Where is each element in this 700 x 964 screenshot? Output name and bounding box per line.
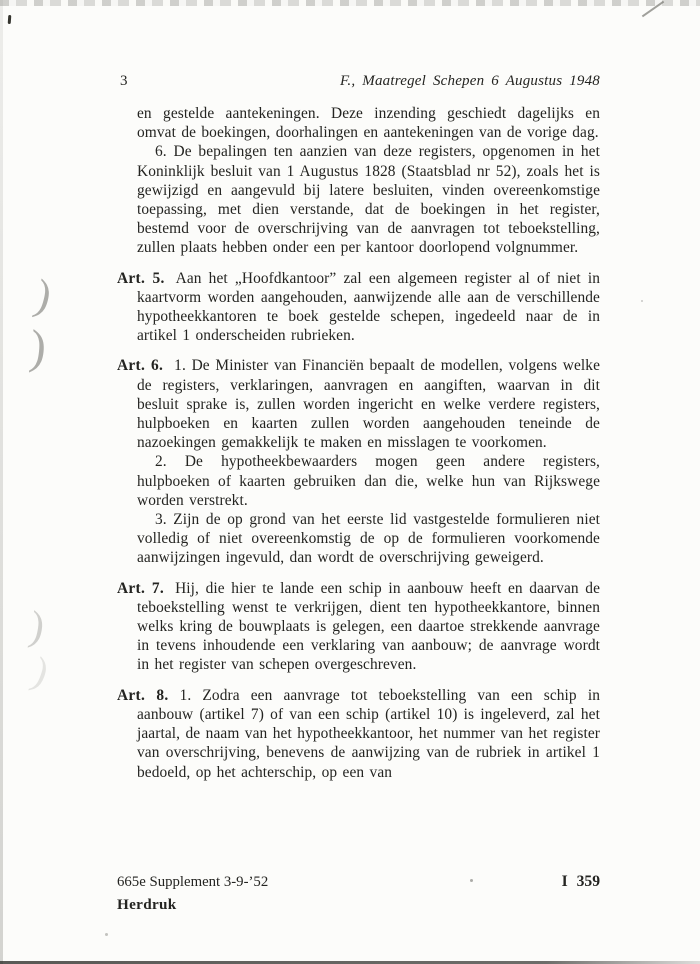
supplement-note: 665e Supplement 3-9-’52 (117, 874, 269, 890)
article-6-paragraph-2: 2. De hypotheekbewaarders mogen geen andere registers, hulpboeken of kaarten gebruiken dan die, welke hun van Rijkswege worden verstrekt. (137, 453, 600, 509)
margin-pen-mark: ) (26, 603, 48, 651)
article-7-paragraph (117, 579, 601, 675)
article-8-label: Art. 8. (117, 686, 169, 704)
article-5 (117, 269, 600, 346)
article-8-text: 1. Zodra een aanvrage tot teboekstelling van een schip in aanbouw (artikel 7) of van een schip (artikel 10) is ingeleverd, zal het jaartal, de naam van het hypotheekkantoor, het nummer van het register van overschrijving, benevens de aanwijzing van de rubriek in artikel 1 bedoeld, op het achterschip, op een van (137, 686, 600, 781)
article-8-paragraph (117, 686, 600, 782)
document-body (117, 104, 601, 782)
article-5-label: Art. 5. (117, 269, 165, 287)
paper-speck (641, 300, 643, 302)
herdruk-label: Herdruk (117, 896, 177, 913)
article-6 (117, 356, 600, 567)
ink-spot (8, 15, 12, 24)
page-footer (117, 873, 600, 914)
running-title: F., Maatregel Schepen 6 Augustus 1948 (339, 73, 600, 89)
page-header (120, 73, 600, 90)
article-6-label: Art. 6. (117, 357, 164, 375)
paragraph-continuation: en gestelde aantekeningen. Deze inzending geschiedt dagelijks en omvat de boekingen, doorhalingen en aantekeningen van de vorige dag. (137, 105, 600, 142)
scan-noise-band (0, 0, 700, 6)
margin-pen-mark: ) (30, 269, 57, 322)
article-6-paragraph-3: 3. Zijn de op grond van het eerste lid vastgestelde formulieren niet volledig of niet overeenkomstig de op de formulieren voorkomende aanwijzingen ingevuld, dan wordt de overschrijving geweigerd. (137, 511, 600, 567)
paragraph-numbered-6: 6. De bepalingen ten aanzien van deze registers, opgenomen in het Koninklijk besluit van 1 Augustus 1828 (Staatsblad nr 52), zoals het is gewijzigd en aangevuld bij latere besluiten, vinden overeenkomstige toepassing, met dien verstande, dat de boekingen in het register, bestemd voor de overschrijving van de aanvragen tot teboekstelling, zullen plaats hebben onder een per kantoor doorlopend volgnummer. (137, 143, 600, 257)
article-8 (117, 686, 600, 782)
article-7 (117, 579, 601, 675)
margin-pen-mark: ) (27, 320, 49, 375)
footer-row (117, 873, 600, 891)
article-5-paragraph (117, 269, 600, 346)
paper-speck (105, 933, 108, 936)
document-code: I 359 (561, 873, 600, 890)
margin-pen-mark: ) (26, 648, 55, 695)
article-5-text: Aan het „Hoofdkantoor” zal een algemeen register al of niet in kaartvorm worden aangehouden, aanwijzende alle aan de verschillende hypotheekkantoren te boek gestelde schepen, ingedeeld naar de in artikel 1 onderscheiden rubrieken. (137, 269, 600, 345)
article-6-text-1: 1. De Minister van Financiën bepaalt de modellen, volgens welke de registers, verklaringen, aanvragen en aangiften, waarvan in dit besluit sprake is, zullen worden ingericht en welke verdere registers, hulpboeken en kaarten zullen worden aangehouden teneinde de nazoekingen gemakkelijk te maken en misslagen te voorkomen. (137, 357, 600, 452)
page-number: 3 (120, 73, 128, 89)
scan-left-edge (0, 0, 3, 964)
article-7-label: Art. 7. (117, 579, 165, 597)
article-7-text: Hij, die hier te lande een schip in aanbouw heeft en daarvan de teboekstelling wenst te verkrijgen, dient ten hypotheekkantore, binnen welks kring de bouwplaats is gelegen, een daartoe strekkende aanvrage in tevens inhoudende een verklaring van aanbouw; de aanvrage wordt in het register van schepen overgeschreven. (137, 579, 601, 674)
article-6-paragraph-1 (117, 356, 600, 452)
